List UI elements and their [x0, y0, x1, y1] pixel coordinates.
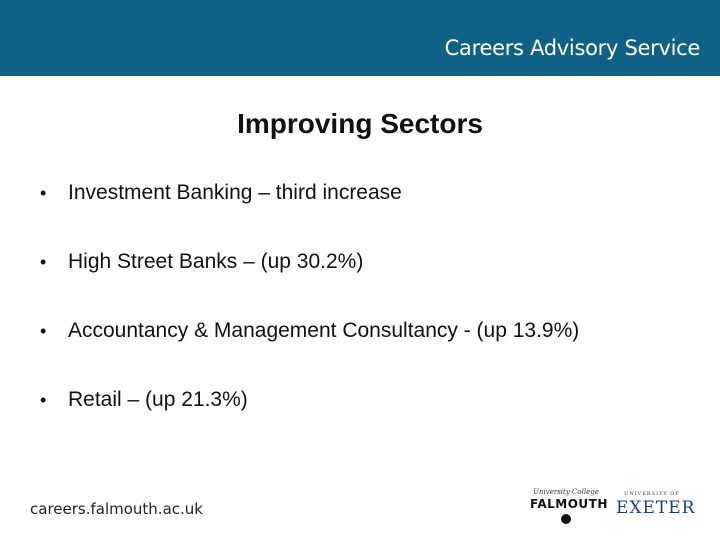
slide-title: Improving Sectors [237, 108, 483, 139]
bullet-item [40, 316, 579, 346]
bullet-text: High Street Banks – (up 30.2%) [68, 250, 364, 273]
falmouth-logo [530, 488, 608, 524]
exeter-logo-subtitle: UNIVERSITY OF [624, 491, 680, 497]
bullet-item [40, 385, 579, 415]
bullet-text: Accountancy & Management Consultancy - (up 13.9%) [68, 319, 580, 342]
bullet-icon: • [40, 320, 47, 341]
exeter-logo-title: EXETER [616, 498, 696, 518]
header-bar [0, 0, 720, 76]
bullet-icon: • [40, 389, 47, 410]
bullet-item [40, 178, 579, 208]
falmouth-logo-subtitle: University College [533, 488, 599, 496]
bullet-text: Investment Banking – third increase [68, 181, 402, 204]
footer-url: careers.falmouth.ac.uk [30, 500, 203, 518]
bullet-text: Retail – (up 21.3%) [68, 388, 248, 411]
bullet-item [40, 247, 579, 277]
bullet-icon: • [40, 251, 47, 272]
bullet-icon: • [40, 182, 47, 203]
falmouth-logo-icon [561, 514, 571, 524]
falmouth-logo-title: FALMOUTH [530, 497, 608, 511]
bullet-list [40, 178, 579, 454]
brand-name: Careers Advisory Service [444, 36, 700, 60]
exeter-logo [616, 491, 696, 518]
